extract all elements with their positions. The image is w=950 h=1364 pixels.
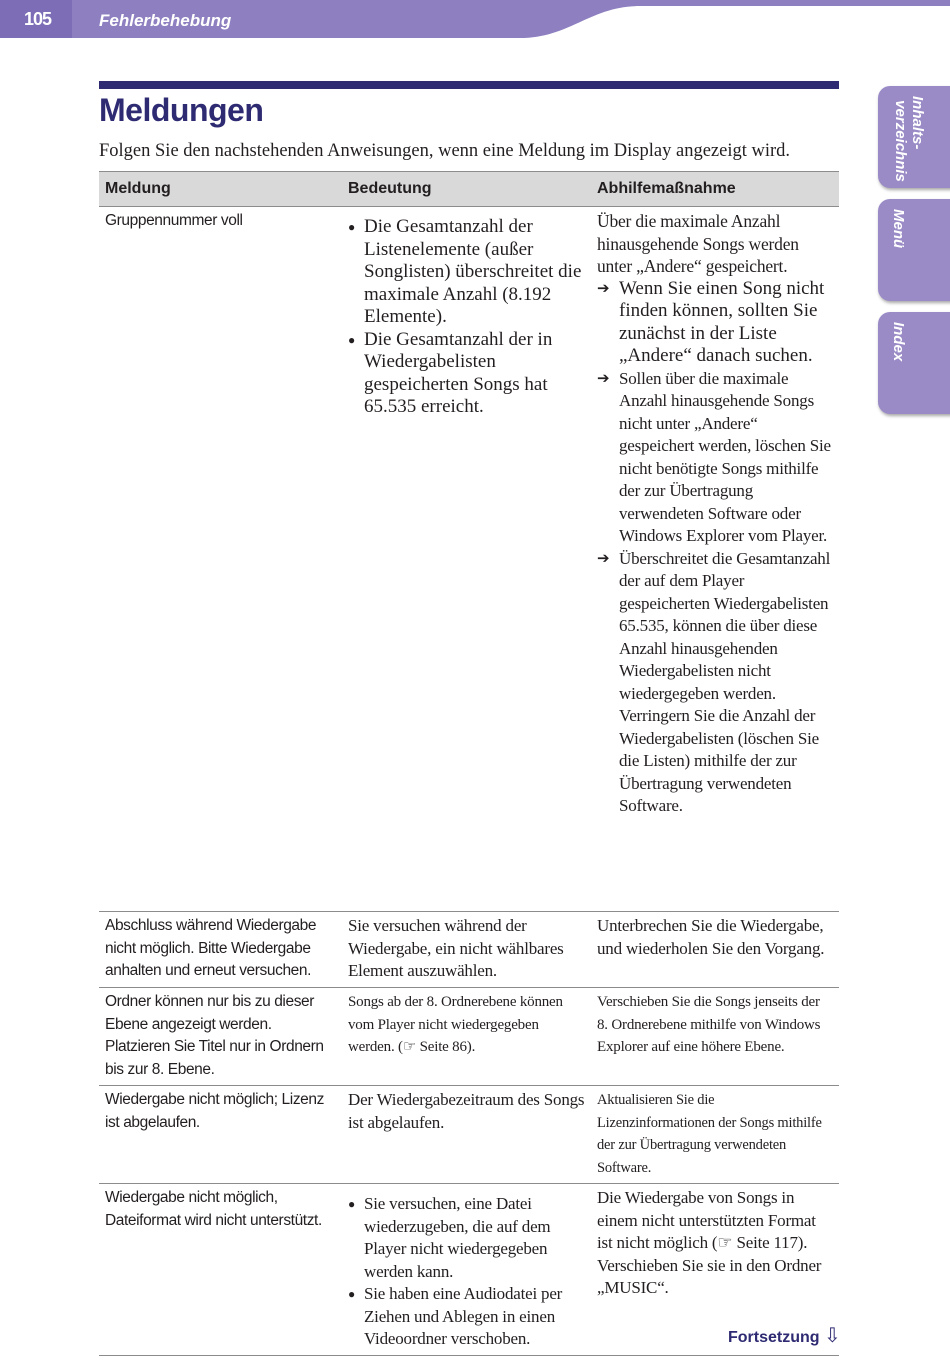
remedy-list — [597, 278, 833, 818]
continuation-link[interactable] — [728, 1323, 841, 1348]
intro-text: Folgen Sie den nachstehenden Anweisungen, wenn eine Meldung im Display angezeigt wird. — [99, 141, 791, 161]
remedy-cell: Die Wiedergabe von Songs in einem nicht unterstützten Format ist nicht möglich (☞ Seite 117). Verschieben Sie sie in den Ordner „MUSIC“. — [591, 1184, 839, 1356]
tab-menu[interactable] — [878, 199, 950, 301]
remedy-cell: Verschieben Sie die Songs jenseits der 8. Ordnerebene mithilfe von Windows Explorer auf eine höhere Ebene. — [591, 988, 839, 1086]
section-title: Fehlerbehebung — [99, 11, 232, 30]
list-item: ● Die Gesamtanzahl der Listenelemente (außer Songlisten) überschreitet die maximale Anzahl (8.192 Elemente). — [348, 216, 585, 329]
page-title: Meldungen — [99, 92, 264, 128]
meaning-cell: Songs ab der 8. Ordnerebene können vom Player nicht wiedergegeben werden. (☞ Seite 86). — [342, 988, 591, 1086]
col-header-meaning: Bedeutung — [342, 172, 591, 207]
col-header-remedy: Abhilfemaßnahme — [591, 172, 839, 207]
remedy-text: Über die maximale Anzahl hinausgehende Songs werden unter „Andere“ gespeichert. — [597, 211, 799, 276]
table-row — [99, 912, 839, 988]
remedy-cell — [591, 207, 839, 912]
list-item: ● Sie haben eine Audiodatei per Ziehen und Ablegen in einen Videoordner verschoben. — [348, 1283, 585, 1351]
list-item: ➔ Sollen über die maximale Anzahl hinausgehende Songs nicht unter „Andere“ gespeichert werden, löschen Sie nicht benötigte Songs mithilfe der zur Übertragung verwendeten Software oder Windows Explorer vom Player. — [597, 368, 833, 548]
meaning-cell: Sie versuchen während der Wiedergabe, ein nicht wählbares Element auszuwählen. — [342, 912, 591, 988]
tab-index[interactable] — [878, 312, 950, 414]
tab-contents[interactable] — [878, 86, 950, 188]
remedy-cell: Unterbrechen Sie die Wiedergabe, und wiederholen Sie den Vorgang. — [591, 912, 839, 988]
tab-menu-label: Menü — [890, 209, 907, 249]
message-cell: Wiedergabe nicht möglich, Dateiformat wird nicht unterstützt. — [99, 1184, 342, 1356]
message-cell: Ordner können nur bis zu dieser Ebene angezeigt werden. Platzieren Sie Titel nur in Ordnern bis zur 8. Ebene. — [99, 988, 342, 1086]
message-cell: Abschluss während Wiedergabe nicht möglich. Bitte Wiedergabe anhalten und erneut versuchen. — [99, 912, 342, 988]
table-row — [99, 207, 839, 912]
page-number: 105 — [24, 9, 52, 29]
message-cell: Wiedergabe nicht möglich; Lizenz ist abgelaufen. — [99, 1086, 342, 1184]
table-row — [99, 988, 839, 1086]
messages-table — [99, 171, 839, 1356]
meaning-list — [348, 216, 585, 419]
message-cell: Gruppennummer voll — [99, 207, 342, 912]
remedy-cell: Aktualisieren Sie die Lizenzinformationen der Songs mithilfe der zur Übertragung verwendeten Software. — [591, 1086, 839, 1184]
col-header-message: Meldung — [99, 172, 342, 207]
table-header-row — [99, 172, 839, 207]
tab-contents-label: Inhalts- verzeichnis — [892, 96, 926, 182]
list-item: ● Sie versuchen, eine Datei wiederzugeben, die auf dem Player nicht wiedergegeben werden kann. — [348, 1193, 585, 1283]
meaning-cell — [342, 207, 591, 912]
meaning-cell: Der Wiedergabezeitraum des Songs ist abgelaufen. — [342, 1086, 591, 1184]
table-row — [99, 1086, 839, 1184]
title-rule — [99, 81, 839, 89]
meaning-list — [348, 1193, 585, 1351]
list-item: ➔ Überschreitet die Gesamtanzahl der auf dem Player gespeicherten Wiedergabelisten 65.535, können die über diese Anzahl hinausgehenden Wiedergabelisten nicht wiedergegeben werden. Verringern Sie die Anzahl der Wiedergabelisten (löschen Sie die Listen) mithilfe der zur Übertragung verwendeten Software. — [597, 548, 833, 818]
meaning-cell — [342, 1184, 591, 1356]
tab-index-label: Index — [890, 322, 907, 362]
list-item: ➔ Wenn Sie einen Song nicht finden können, sollten Sie zunächst in der Liste „Andere“ danach suchen. — [597, 278, 833, 368]
down-arrow-icon: ⇩ — [824, 1325, 841, 1347]
page-header — [0, 0, 950, 40]
continuation-label: Fortsetzung — [728, 1329, 820, 1346]
list-item: ● Die Gesamtanzahl der in Wiedergabelisten gespeicherten Songs hat 65.535 erreicht. — [348, 329, 585, 419]
